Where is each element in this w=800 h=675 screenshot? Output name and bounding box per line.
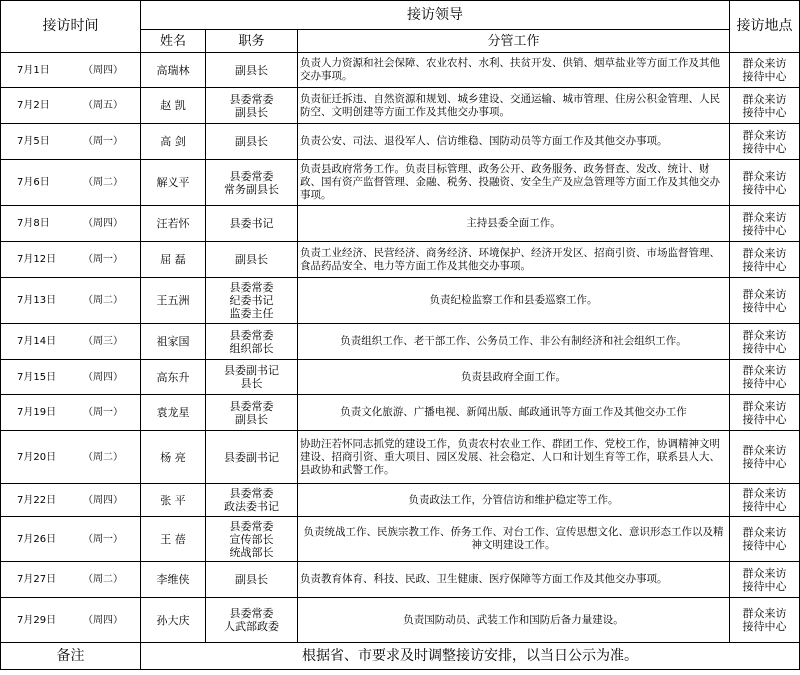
position-line: 副县长: [235, 253, 268, 266]
location-line: 群众来访: [742, 287, 787, 301]
weekday-text: （周二）: [83, 451, 123, 463]
date-text: 7月8日: [17, 218, 50, 229]
leader-name: 祖家国: [141, 324, 206, 360]
position-line: 组织部长: [229, 341, 274, 355]
weekday-text: （周一）: [83, 407, 123, 418]
leader-name: 王五洲: [141, 278, 206, 324]
table-row: [1, 206, 800, 242]
visit-date: [1, 360, 141, 395]
header-time: 接访时间: [1, 1, 141, 53]
position-line: 副县长: [235, 573, 268, 586]
leader-name: 张 平: [141, 484, 206, 517]
date-text: 7月19日: [17, 407, 57, 418]
position-line: 人武部政委: [224, 620, 279, 633]
leader-position: [206, 53, 298, 88]
visit-location: [730, 598, 800, 643]
visit-date: [1, 324, 141, 360]
position-line: 县委常委: [229, 607, 274, 620]
visit-location: [730, 278, 800, 324]
leader-position: [206, 278, 298, 324]
location-line: 接待中心: [742, 457, 787, 470]
leader-position: [206, 484, 298, 517]
footer-label: 备注: [1, 643, 141, 670]
position-line: 县委常委: [229, 399, 274, 413]
date-text: 7月13日: [17, 295, 57, 306]
position-line: 副县长: [235, 412, 268, 426]
leader-duties: 负责纪检监察工作和县委巡察工作。: [298, 278, 730, 324]
location-line: 接待中心: [742, 70, 787, 83]
date-text: 7月1日: [17, 64, 50, 76]
location-line: 群众来访: [742, 487, 787, 500]
position-line: 县委书记: [229, 217, 274, 230]
header-name: 姓名: [141, 30, 206, 53]
visit-date: [1, 484, 141, 517]
leader-name: 王 蓓: [141, 517, 206, 562]
location-line: 接待中心: [742, 300, 787, 314]
weekday-text: （周一）: [83, 254, 123, 265]
position-line: 县委常委: [229, 487, 274, 500]
leader-position: [206, 517, 298, 562]
location-line: 接待中心: [742, 341, 787, 355]
visit-date: [1, 598, 141, 643]
location-line: 接待中心: [742, 259, 787, 273]
table-row: [1, 395, 800, 431]
leader-duties: 主持县委全面工作。: [298, 206, 730, 242]
date-text: 7月2日: [17, 100, 50, 111]
date-text: 7月14日: [17, 336, 57, 347]
visit-date: [1, 395, 141, 431]
position-line: 监委主任: [229, 307, 274, 320]
weekday-text: （周四）: [83, 64, 123, 76]
location-line: 群众来访: [742, 246, 787, 260]
table-row: [1, 431, 800, 484]
leader-name: 李维侠: [141, 562, 206, 598]
table-row: [1, 324, 800, 360]
visit-location: [730, 360, 800, 395]
leader-position: [206, 395, 298, 431]
table-row: [1, 598, 800, 643]
weekday-text: （周二）: [83, 295, 123, 306]
location-line: 群众来访: [742, 566, 787, 580]
leader-position: [206, 242, 298, 278]
date-text: 7月29日: [17, 614, 57, 626]
date-text: 7月5日: [17, 136, 50, 147]
leader-name: 赵 凯: [141, 88, 206, 124]
schedule-body: [1, 53, 800, 643]
leader-name: 高 剑: [141, 124, 206, 160]
footer-note: 根据省、市要求及时调整接访安排，以当日公示为准。: [141, 643, 800, 670]
leader-duties: 负责文化旅游、广播电视、新闻出版、邮政通讯等方面工作及其他交办工作: [298, 395, 730, 431]
position-line: 副县长: [235, 63, 268, 77]
date-text: 7月15日: [17, 371, 57, 383]
visit-location: [730, 395, 800, 431]
visit-location: [730, 431, 800, 484]
location-line: 接待中心: [742, 539, 787, 552]
table-row: [1, 517, 800, 562]
leader-duties: 协助汪若怀同志抓党的建设工作，负责农村农业工作、群团工作、党校工作，协调精神文明建设、招商引资、重大项目、园区发展、社会稳定、人口和计划生育等工作，联系县人大、县政协和武警工作。: [298, 431, 730, 484]
leader-name: 屈 磊: [141, 242, 206, 278]
date-text: 7月26日: [17, 533, 57, 545]
leader-position: [206, 562, 298, 598]
leader-position: [206, 160, 298, 206]
location-line: 接待中心: [742, 579, 787, 593]
location-line: 接待中心: [742, 500, 787, 513]
table-row: [1, 360, 800, 395]
date-text: 7月12日: [17, 254, 57, 265]
table-row: [1, 124, 800, 160]
position-line: 副县长: [235, 135, 268, 148]
leader-name: 杨 亮: [141, 431, 206, 484]
date-text: 7月22日: [17, 494, 57, 506]
visit-location: [730, 206, 800, 242]
leader-name: 孙大庆: [141, 598, 206, 643]
leader-name: 高瑞林: [141, 53, 206, 88]
visit-location: [730, 324, 800, 360]
position-line: 县委常委: [229, 281, 274, 294]
header-leaders: 接访领导: [141, 1, 730, 30]
footer-row: [1, 643, 800, 670]
location-line: 接待中心: [742, 377, 787, 390]
location-line: 群众来访: [742, 169, 787, 183]
position-line: 县委常委: [229, 92, 274, 106]
location-line: 群众来访: [742, 128, 787, 142]
table-row: [1, 53, 800, 88]
header-location: 接访地点: [730, 1, 800, 53]
date-text: 7月6日: [17, 177, 50, 188]
position-line: 常务副县长: [224, 182, 279, 196]
weekday-text: （周三）: [83, 336, 123, 347]
visit-location: [730, 562, 800, 598]
visit-date: [1, 562, 141, 598]
position-line: 纪委书记: [229, 294, 274, 307]
visit-location: [730, 160, 800, 206]
location-line: 接待中心: [742, 105, 787, 119]
leader-position: [206, 324, 298, 360]
visit-date: [1, 53, 141, 88]
location-line: 群众来访: [742, 57, 787, 70]
table-row: [1, 562, 800, 598]
leader-duties: 负责人力资源和社会保障、农业农村、水利、扶贫开发、供销、烟草盐业等方面工作及其他交办事项。: [298, 53, 730, 88]
visit-date: [1, 88, 141, 124]
table-row: [1, 88, 800, 124]
visit-date: [1, 517, 141, 562]
position-line: 县委副书记: [224, 450, 279, 464]
weekday-text: （周四）: [83, 494, 123, 506]
weekday-text: （周二）: [83, 574, 123, 585]
leader-name: 汪若怀: [141, 206, 206, 242]
position-line: 县委副书记: [224, 364, 279, 377]
location-line: 群众来访: [742, 92, 787, 106]
leader-duties: 负责县政府常务工作。负责目标管理、政务公开、政务服务、政务督查、发改、统计、财政、国有资产监督管理、金融、税务、投融资、安全生产及应急管理等方面工作及其他交办事项。: [298, 160, 730, 206]
visit-date: [1, 206, 141, 242]
location-line: 接待中心: [742, 223, 787, 237]
leader-position: [206, 124, 298, 160]
leader-duties: 负责征迁拆违、自然资源和规划、城乡建设、交通运输、城市管理、住房公积金管理、人民防空、文明创建等方面工作及其他交办事项。: [298, 88, 730, 124]
weekday-text: （周四）: [83, 218, 123, 229]
visit-location: [730, 242, 800, 278]
location-line: 接待中心: [742, 412, 787, 426]
visit-location: [730, 53, 800, 88]
leader-duties: 负责组织工作、老干部工作、公务员工作、非公有制经济和社会组织工作。: [298, 324, 730, 360]
header-position: 职务: [206, 30, 298, 53]
leader-name: 袁龙星: [141, 395, 206, 431]
weekday-text: （周二）: [83, 177, 123, 188]
visit-date: [1, 278, 141, 324]
visit-location: [730, 484, 800, 517]
location-line: 群众来访: [742, 399, 787, 413]
location-line: 接待中心: [742, 141, 787, 155]
visit-location: [730, 517, 800, 562]
position-line: 统战部长: [229, 545, 274, 559]
leader-position: [206, 88, 298, 124]
visit-date: [1, 124, 141, 160]
location-line: 接待中心: [742, 182, 787, 196]
location-line: 群众来访: [742, 444, 787, 457]
leader-duties: 负责政法工作，分管信访和维护稳定等工作。: [298, 484, 730, 517]
weekday-text: （周四）: [83, 614, 123, 626]
position-line: 县委常委: [229, 169, 274, 183]
position-line: 宣传部长: [229, 532, 274, 546]
location-line: 群众来访: [742, 364, 787, 377]
visit-date: [1, 431, 141, 484]
leader-duties: 负责教育体育、科技、民政、卫生健康、医疗保障等方面工作及其他交办事项。: [298, 562, 730, 598]
position-line: 县委常委: [229, 328, 274, 342]
position-line: 县委常委: [229, 519, 274, 533]
location-line: 接待中心: [742, 620, 787, 633]
weekday-text: （周一）: [83, 136, 123, 147]
location-line: 群众来访: [742, 526, 787, 539]
location-line: 群众来访: [742, 328, 787, 342]
visit-location: [730, 124, 800, 160]
leader-position: [206, 431, 298, 484]
leader-position: [206, 598, 298, 643]
leader-duties: 负责公安、司法、退役军人、信访维稳、国防动员等方面工作及其他交办事项。: [298, 124, 730, 160]
table-row: [1, 278, 800, 324]
date-text: 7月20日: [17, 451, 57, 463]
position-line: 政法委书记: [224, 500, 279, 513]
table-row: [1, 242, 800, 278]
weekday-text: （周四）: [83, 371, 123, 383]
header-duties: 分管工作: [298, 30, 730, 53]
location-line: 群众来访: [742, 210, 787, 224]
leader-duties: 负责国防动员、武装工作和国防后备力量建设。: [298, 598, 730, 643]
leader-position: [206, 206, 298, 242]
table-row: [1, 484, 800, 517]
position-line: 副县长: [235, 105, 268, 119]
table-row: [1, 160, 800, 206]
leader-name: 解义平: [141, 160, 206, 206]
leader-duties: 负责县政府全面工作。: [298, 360, 730, 395]
leader-name: 高东升: [141, 360, 206, 395]
position-line: 县长: [240, 377, 263, 390]
location-line: 群众来访: [742, 607, 787, 620]
leader-position: [206, 360, 298, 395]
visit-date: [1, 160, 141, 206]
leader-duties: 负责工业经济、民营经济、商务经济、环境保护、经济开发区、招商引资、市场监督管理、食品药品安全、电力等方面工作及其他交办事项。: [298, 242, 730, 278]
visit-date: [1, 242, 141, 278]
visit-location: [730, 88, 800, 124]
weekday-text: （周一）: [83, 533, 123, 545]
date-text: 7月27日: [17, 574, 57, 585]
weekday-text: （周五）: [83, 100, 123, 111]
leader-duties: 负责统战工作、民族宗教工作、侨务工作、对台工作、宣传思想文化、意识形态工作以及精神文明建设工作。: [298, 517, 730, 562]
